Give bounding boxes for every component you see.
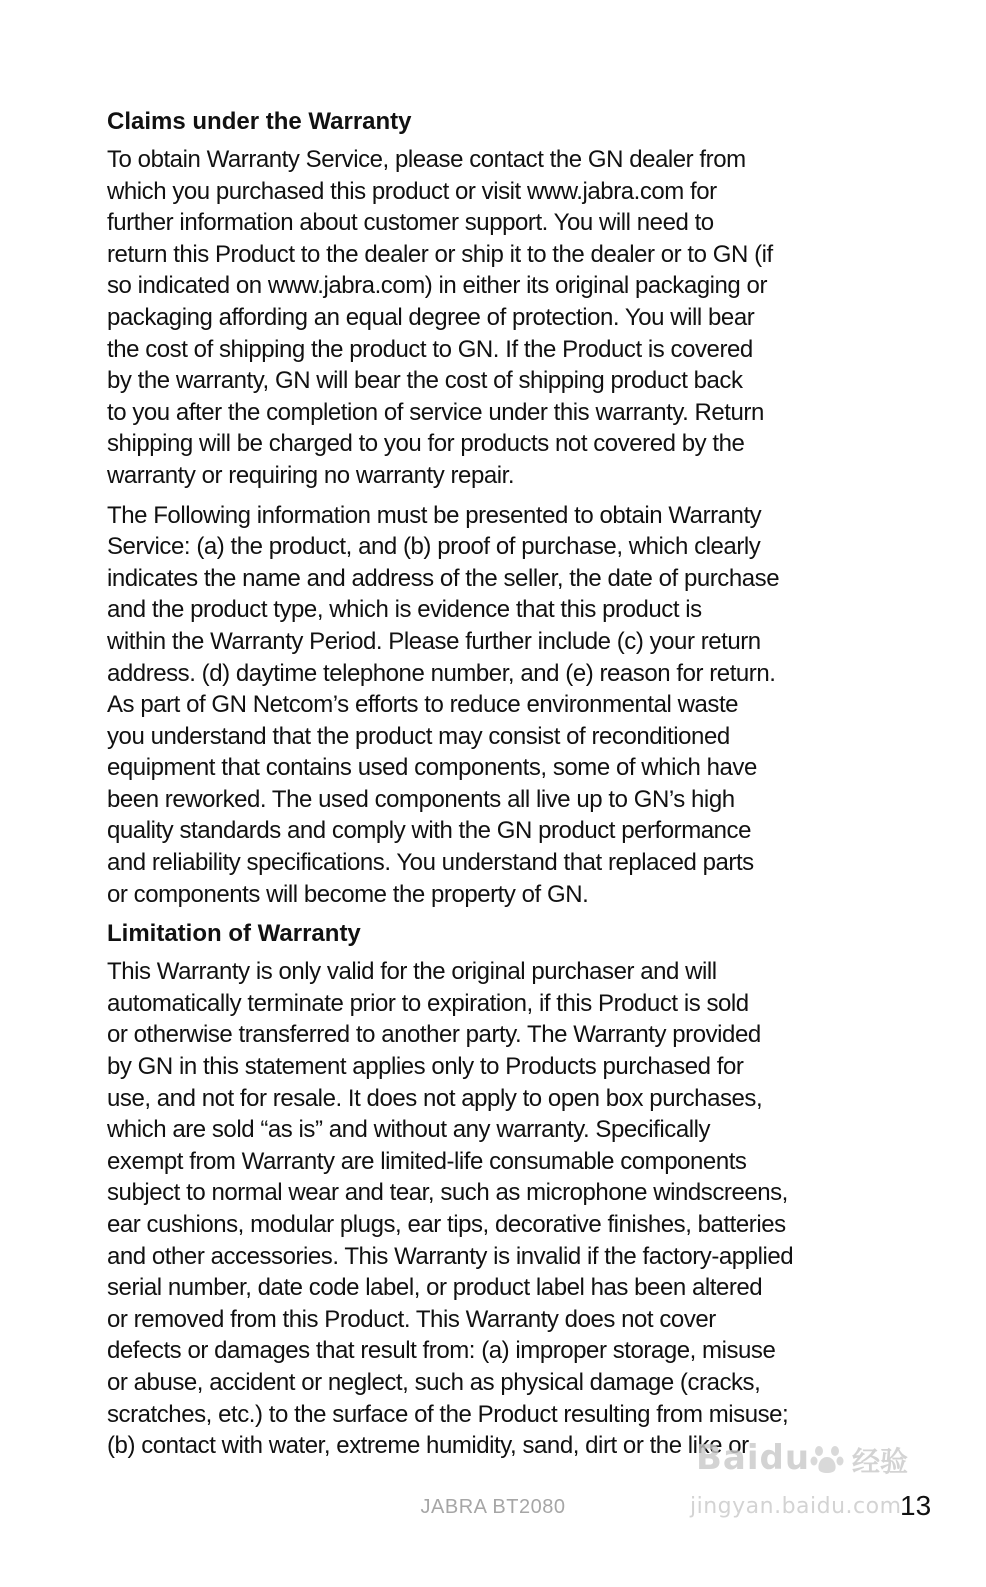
text-line: As part of GN Netcom’s efforts to reduce environmental waste xyxy=(107,691,739,719)
text-line: or otherwise transferred to another party. The Warranty provided xyxy=(107,1021,761,1049)
text-line: or removed from this Product. This Warranty does not cover xyxy=(107,1305,716,1333)
paragraph xyxy=(107,500,882,911)
text-line: indicates the name and address of the seller, the date of purchase xyxy=(107,564,780,592)
text-line: serial number, date code label, or product label has been altered xyxy=(107,1274,763,1302)
text-line: by GN in this statement applies only to Products purchased for xyxy=(107,1053,744,1081)
section-heading: Claims under the Warranty xyxy=(107,108,412,135)
text-line: warranty or requiring no warranty repair. xyxy=(107,461,515,489)
text-line: or components will become the property of GN. xyxy=(107,880,589,908)
text-line: return this Product to the dealer or ship it to the dealer or to GN (if xyxy=(107,240,773,268)
text-line: or abuse, accident or neglect, such as physical damage (cracks, xyxy=(107,1368,761,1396)
text-line: so indicated on www.jabra.com) in either its original packaging or xyxy=(107,272,767,300)
text-line: which are sold “as is” and without any warranty. Specifically xyxy=(107,1116,711,1144)
paragraph xyxy=(107,956,882,1462)
text-line: defects or damages that result from: (a) improper storage, misuse xyxy=(107,1337,776,1365)
text-line: and reliability specifications. You understand that replaced parts xyxy=(107,849,754,877)
text-line: This Warranty is only valid for the original purchaser and will xyxy=(107,958,717,986)
text-line: ear cushions, modular plugs, ear tips, decorative finishes, batteries xyxy=(107,1211,786,1238)
text-line: The Following information must be presented to obtain Warranty xyxy=(107,501,762,529)
document-page xyxy=(107,106,882,1470)
text-line: and the product type, which is evidence that this product is xyxy=(107,596,702,624)
section-heading: Limitation of Warranty xyxy=(107,920,361,948)
text-line: subject to normal wear and tear, such as microphone windscreens, xyxy=(107,1179,788,1207)
text-line: been reworked. The used components all live up to GN’s high xyxy=(107,785,735,813)
paragraph xyxy=(107,144,882,492)
text-line: shipping will be charged to you for products not covered by the xyxy=(107,430,745,458)
text-line: packaging affording an equal degree of protection. You will bear xyxy=(107,303,755,331)
text-line: which you purchased this product or visit www.jabra.com for xyxy=(107,177,717,205)
text-line: you understand that the product may consist of reconditioned xyxy=(107,722,730,750)
text-line: address. (d) daytime telephone number, and (e) reason for return. xyxy=(107,659,776,687)
text-line: automatically terminate prior to expiration, if this Product is sold xyxy=(107,989,749,1017)
text-line: equipment that contains used components, some of which have xyxy=(107,754,757,782)
watermark-url-text: jingyan.baidu.com xyxy=(690,1494,902,1519)
text-line: to you after the completion of service under this warranty. Return xyxy=(107,398,764,426)
text-line: further information about customer support. You will need to xyxy=(107,209,714,237)
text-line: exempt from Warranty are limited-life consumable components xyxy=(107,1147,747,1175)
text-line: and other accessories. This Warranty is invalid if the factory-applied xyxy=(107,1242,794,1270)
watermark-logo-text: Baidu xyxy=(696,1438,811,1478)
text-line: scratches, etc.) to the surface of the Product resulting from misuse; xyxy=(107,1400,789,1428)
footer-product-label: JABRA BT2080 xyxy=(420,1496,566,1518)
text-line: within the Warranty Period. Please further include (c) your return xyxy=(107,627,761,655)
section-limitation-of-warranty xyxy=(107,918,882,1462)
watermark-jingyan-text: 经验 xyxy=(852,1445,909,1478)
section-claims-under-warranty xyxy=(107,106,882,910)
text-line: use, and not for resale. It does not apply to open box purchases, xyxy=(107,1084,763,1112)
page-number: 13 xyxy=(900,1490,932,1521)
text-line: the cost of shipping the product to GN. If the Product is covered xyxy=(107,335,753,363)
text-line: quality standards and comply with the GN product performance xyxy=(107,817,752,845)
text-line: (b) contact with water, extreme humidity, sand, dirt or the like or xyxy=(107,1432,749,1460)
text-line: by the warranty, GN will bear the cost of shipping product back xyxy=(107,367,743,395)
text-line: To obtain Warranty Service, please contact the GN dealer from xyxy=(107,146,746,173)
text-line: Service: (a) the product, and (b) proof of purchase, which clearly xyxy=(107,533,761,561)
